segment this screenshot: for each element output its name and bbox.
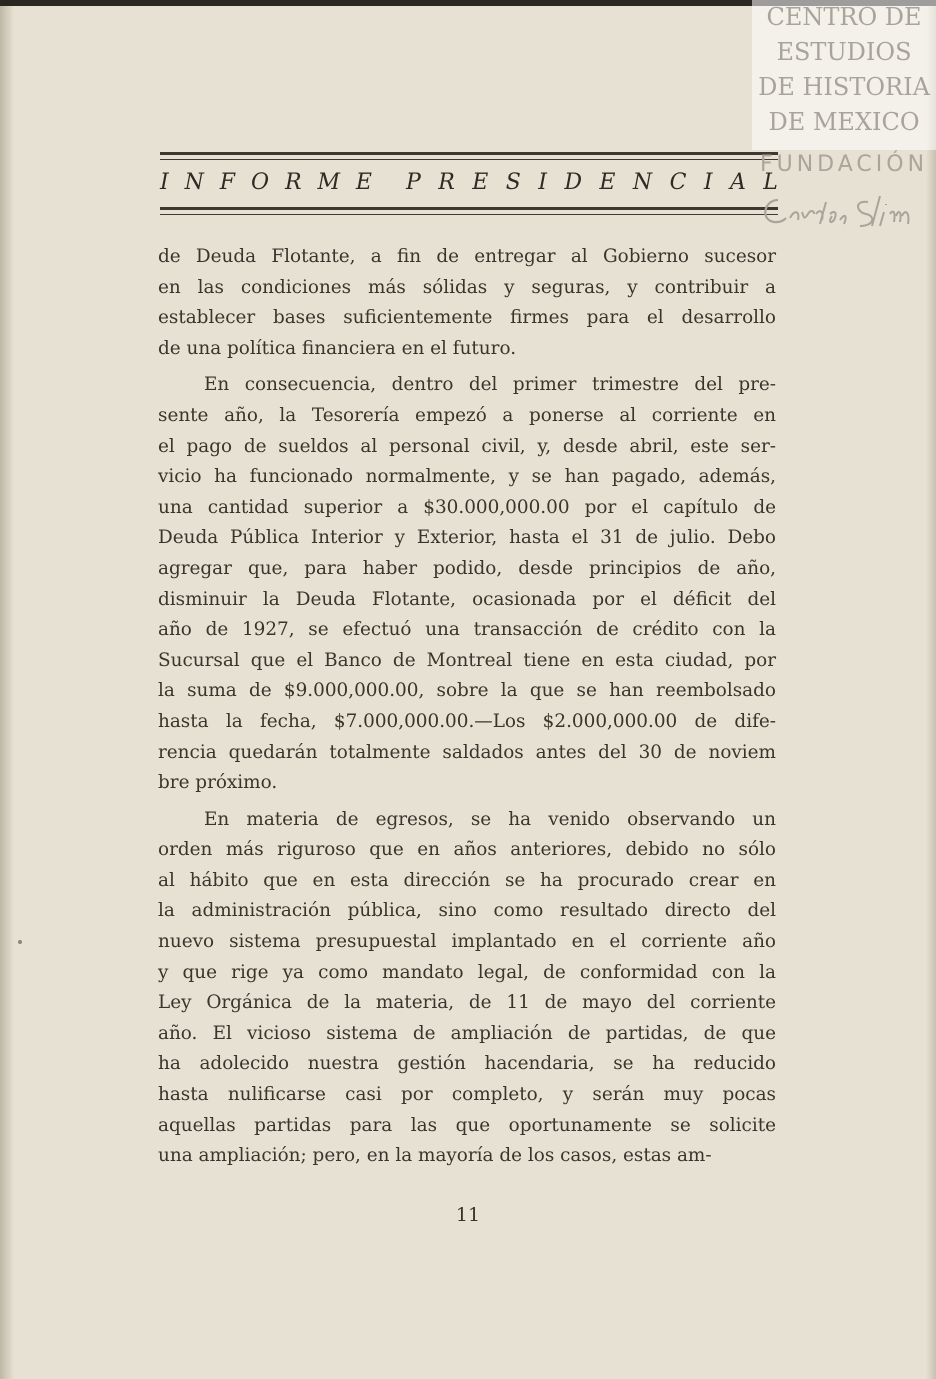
page-speck	[18, 940, 22, 944]
header-rule-top-thick	[160, 152, 778, 155]
text-line: establecer bases suficientemente firmes para el desarrollo	[158, 307, 776, 329]
text-line: nuevo sistema presupuestal implantado en el corriente año	[158, 931, 776, 953]
archive-watermark	[752, 0, 936, 150]
text-line: de Deuda Flotante, a fin de entregar al Gobierno sucesor	[158, 246, 776, 267]
text-line: al hábito que en esta dirección se ha procurado crear en	[158, 869, 776, 891]
running-head-word-informe	[160, 170, 372, 195]
page-edge-shadow-left	[0, 6, 14, 1379]
text-line: hasta nulificarse casi por completo, y serán muy pocas	[158, 1084, 776, 1106]
text-line: bre próximo.	[158, 772, 278, 794]
watermark-line: CENTRO DE	[766, 3, 922, 31]
header-rule-bottom-thick	[160, 207, 778, 210]
watermark-line: ESTUDIOS	[776, 38, 912, 66]
running-head-word-presidencial	[406, 170, 778, 195]
text-line: una cantidad superior a $30.000,000.00 por el capítulo de	[158, 496, 776, 518]
running-head-letter: E	[355, 170, 372, 195]
body-text	[158, 242, 776, 1172]
running-head-letter: D	[564, 170, 582, 195]
watermark-signature-icon	[756, 190, 936, 234]
watermark-fundacion: FUNDACIÓN	[759, 152, 929, 177]
header-rule-top-thin	[160, 159, 778, 160]
running-head-letter: A	[729, 170, 746, 195]
running-head-letter: R	[438, 170, 455, 195]
text-line: ha adolecido nuestra gestión hacendaria, se ha reducido	[158, 1053, 776, 1075]
running-head-letter: P	[406, 170, 421, 195]
text-line: una ampliación; pero, en la mayoría de los casos, estas am-	[158, 1145, 712, 1167]
paragraph-1	[158, 242, 776, 364]
page-number: 11	[455, 1204, 481, 1226]
text-line: En materia de egresos, se ha venido observando un	[204, 808, 776, 830]
text-line: y que rige ya como mandato legal, de conformidad con la	[158, 961, 776, 983]
running-head-letter: N	[184, 170, 204, 195]
text-line: orden más riguroso que en años anteriores, debido no sólo	[158, 839, 776, 861]
text-line: hasta la fecha, $7.000,000.00.—Los $2.000,000.00 de dife-	[158, 710, 776, 732]
text-line: la suma de $9.000,000.00, sobre la que se han reembolsado	[158, 680, 776, 702]
watermark-line: DE MEXICO	[768, 108, 920, 136]
paragraph-2	[158, 370, 776, 798]
running-head-letter: E	[472, 170, 489, 195]
running-head-letter: I	[538, 170, 547, 195]
text-line: la administración pública, sino como resultado directo del	[158, 900, 776, 922]
text-line: el pago de sueldos al personal civil, y, desde abril, este ser-	[158, 435, 776, 457]
text-line: de una política financiera en el futuro.	[158, 337, 517, 359]
text-line: Ley Orgánica de la materia, de 11 de mayo del corriente	[158, 992, 776, 1014]
text-line: año de 1927, se efectuó una transacción de crédito con la	[158, 619, 776, 641]
running-head-letter: M	[317, 170, 340, 195]
text-line: sente año, la Tesorería empezó a ponerse al corriente en	[158, 404, 776, 426]
running-head	[160, 170, 778, 195]
running-head-letter: F	[219, 170, 236, 195]
running-head-letter: C	[669, 170, 687, 195]
text-line: disminuir la Deuda Flotante, ocasionada por el déficit del	[158, 588, 776, 610]
paragraph-3	[158, 805, 776, 1172]
text-line: aquellas partidas para las que oportunamente se solicite	[158, 1114, 776, 1136]
running-head-letter: I	[703, 170, 713, 195]
running-head-letter: L	[763, 170, 778, 195]
running-head-letter: S	[505, 170, 521, 195]
text-line: Sucursal que el Banco de Montreal tiene en esta ciudad, por	[158, 649, 776, 671]
text-line: en las condiciones más sólidas y seguras, y contribuir a	[158, 276, 776, 298]
running-head-letter: E	[599, 170, 616, 195]
running-head-letter: R	[284, 170, 302, 195]
running-head-letter: N	[632, 170, 653, 195]
text-line: agregar que, para haber podido, desde principios de año,	[158, 557, 776, 579]
running-head-letter: I	[160, 170, 169, 195]
text-line: rencia quedarán totalmente saldados antes del 30 de noviem	[158, 741, 776, 763]
watermark-line: DE HISTORIA	[758, 73, 930, 101]
text-line: Deuda Pública Interior y Exterior, hasta el 31 de julio. Debo	[158, 527, 776, 549]
text-line: En consecuencia, dentro del primer trimestre del pre-	[204, 374, 776, 396]
text-line: año. El vicioso sistema de ampliación de partidas, de que	[158, 1022, 776, 1044]
header-rule-bottom-thin	[160, 214, 778, 215]
text-line: vicio ha funcionado normalmente, y se han pagado, además,	[158, 466, 776, 488]
running-head-letter: O	[250, 170, 270, 195]
